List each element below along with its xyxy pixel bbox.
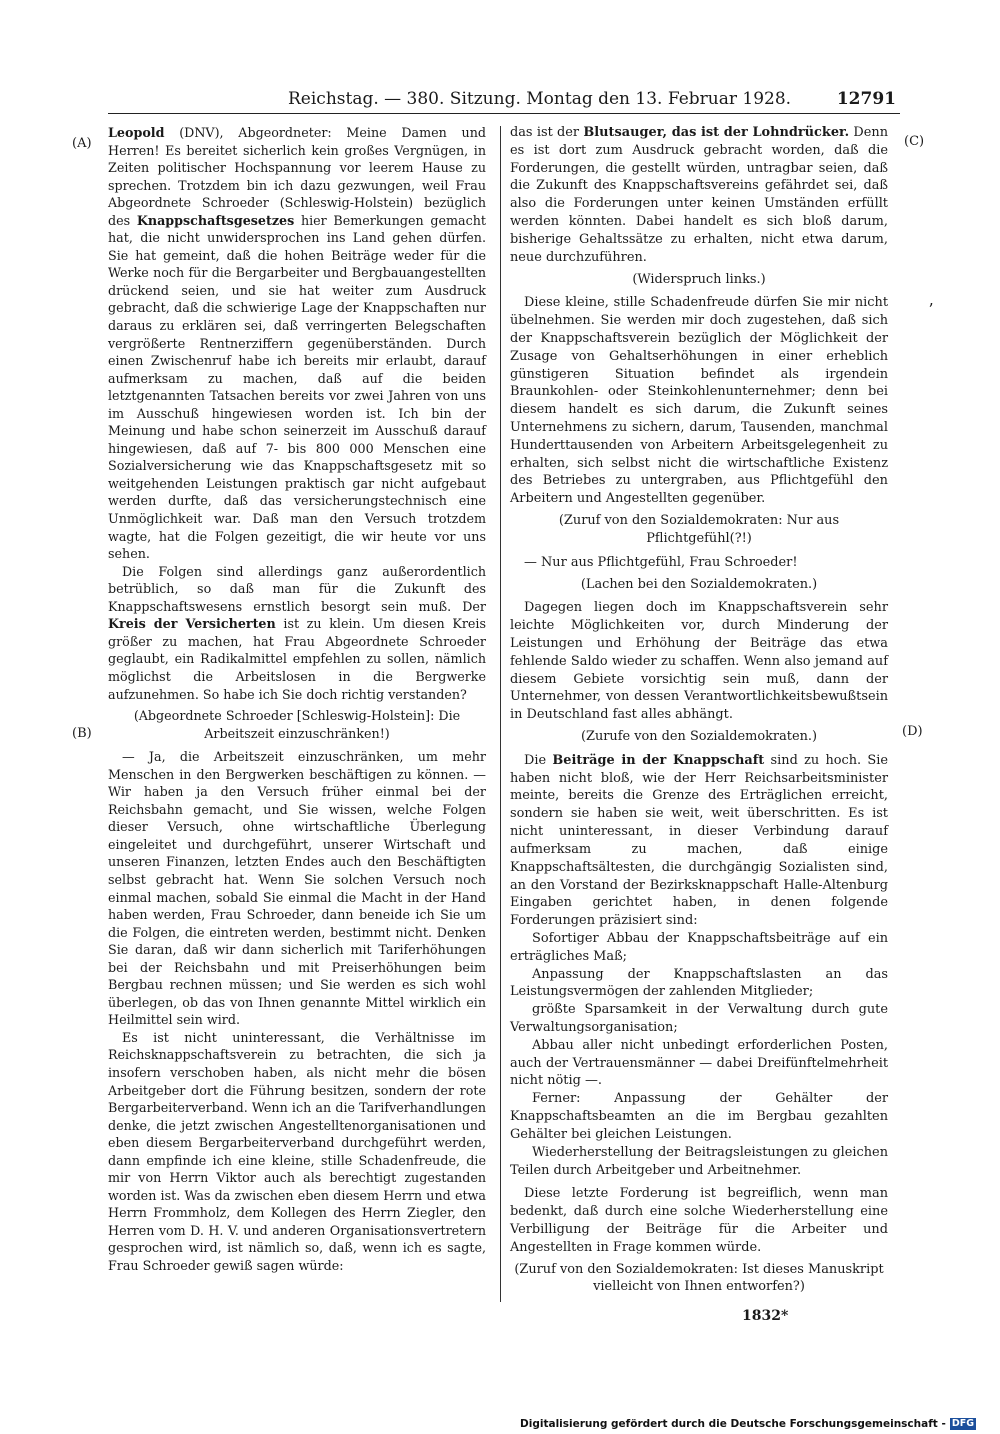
paragraph-text: das ist der — [510, 125, 584, 140]
demand-item: Wiederherstellung der Beitragsleistungen zu gleichen Teilen durch Arbeitgeber und Arbeitnehmer. — [510, 1144, 888, 1178]
paragraph-text: (DNV), Abgeordneter: Meine Damen und Herren! Es bereitet sicherlich kein großes Vergnügen, in Zeiten politischer Hochspannung vor leerem Hause zu sprechen. Trotzdem bin ich dazu gezwungen, weil Frau Abgeordnete Schroeder (Schleswig-Holstein) bezüglich des — [108, 125, 486, 228]
dfg-logo-icon: DFG — [951, 1418, 974, 1429]
funding-footer — [520, 1418, 976, 1430]
bold-term: Beiträge in der Knappschaft — [552, 752, 765, 768]
header-title: Reichstag. — 380. Sitzung. Montag den 13. Februar 1928. — [288, 89, 792, 109]
paragraph-text: Die — [524, 752, 553, 768]
paragraph: — Ja, die Arbeitszeit einzuschränken, um mehr Menschen in den Bergwerken beschäftigen zu können. — Wir haben ja den Versuch früher einmal bei der Reichsbahn gemacht, und Sie wissen, welche Folgen dieser Versuch, ohne wirtschaftliche Überlegung eingeleitet und durchgeführt, unserer Wirtschaft und unseren Finanzen, letzten Endes auch den Beschäftigten selbst gebracht hat. Wenn Sie solchen Versuch noch einmal machen, sobald Sie einmal die Macht in der Hand haben werden, Frau Schroeder, dann beneide ich Sie um die Folgen, die eintreten werden, bestimmt nicht. Denken Sie daran, daß wir dann sicherlich mit Tariferhöhungen bei der Reichsbahn und mit Preiserhöhungen beim Bergbau rechnen müssen; und Sie werden es sich wohl überlegen, ob das von Ihnen genannte Mittel wirklich ein Heilmittel sein wird. — [108, 749, 486, 1028]
signature-number: 1832* — [742, 1308, 789, 1324]
demand-item: Sofortiger Abbau der Knappschaftsbeiträge auf ein erträgliches Maß; — [510, 930, 888, 964]
interjection: (Lachen bei den Sozialdemokraten.) — [580, 576, 818, 592]
paragraph — [510, 124, 888, 267]
paragraph — [510, 752, 888, 930]
demand-item: größte Sparsamkeit in der Verwaltung durch gute Verwaltungsorganisation; — [510, 1002, 888, 1035]
page-header — [108, 86, 900, 112]
paragraph: Es ist nicht uninteressant, die Verhältnisse im Reichsknappschaftsverein zu betrachten, die sich ja insofern verschoben haben, als nicht mehr die bösen Arbeitgeber dort die Führung besitzen, sondern der rote Bergarbeiterverband. Wenn ich an die Tarifverhandlungen denke, die jetzt zwischen Angestelltenorganisationen und eben diesem Bergarbeiterverband durchgeführt werden, dann empfinde ich eine kleine, stille Schadenfreude, die mir von Herrn Viktor auch als berechtigt zugestanden worden ist. Was da zwischen eben diesem Herrn und etwa Herrn Frommholz, dem Kollegen des Herrn Ziegler, den Herren vom D. H. V. und anderen Organisationsvertretern gesprochen wird, ist nämlich so, daß, wenn ich es sagte, Frau Schroeder gewiß sagen würde: — [108, 1029, 486, 1273]
left-column — [108, 124, 486, 1275]
margin-mark-b: (B) — [72, 726, 92, 741]
demand-item: Anpassung der Knappschaftslasten an das Leistungsvermögen der zahlenden Mitglieder; — [510, 966, 888, 1000]
paragraph: Diese letzte Forderung ist begreiflich, wenn man bedenkt, daß durch eine solche Wiederherstellung eine Verbilligung der Beiträge für die Arbeiter und Angestellten in Frage kommen würde. — [510, 1186, 888, 1255]
paragraph: Dagegen liegen doch im Knappschaftsverein sehr leichte Möglichkeiten vor, durch Minderung der Leistungen und Erhöhung der Beiträge das etwa fehlende Saldo wieder zu schaffen. Wenn also jemand auf diesem Gebiete vorsichtig sein muß, dann der Unternehmer, von dessen Verantwortlichkeitsbewußtsein in Deutschland fast alles abhängt. — [510, 600, 888, 723]
margin-mark-a: (A) — [72, 136, 92, 151]
paragraph-text: hier Bemerkungen gemacht hat, die nicht unwidersprochen ins Land gehen dürfen. Sie hat gemeint, daß die hohen Beiträge weder für die Werke noch für die Bergarbeiter und Bergbauangestellten drückend seien, und sie hat weiter zum Ausdruck gebracht, daß die schwierige Lage der Knappschaften nur daraus zu erklären sei, daß verringerten Belegschaften vergrößerte Rentnerziffern gegenüberständen. Durch einen Zwischenruf habe ich bereits mir erlaubt, darauf aufmerksam zu machen, daß auf die beiden letztgenannten Tatsachen bereits vor zwei Jahren von uns im Ausschuß hingewiesen worden ist. Ich bin der Meinung und habe schon seinerzeit im Ausschuß darauf hingewiesen, daß auf 7- bis 800 000 Menschen eine Sozialversicherung wie das Knappschaftsgesetz mit so weitgehenden Leistungen praktisch gar nicht aufgebaut werden durfte, daß das versicherungstechnisch eine Unmöglichkeit war. Daß man den Versuch trotzdem wagte, hat die Folgen gezeitigt, die wir heute vor uns sehen. — [108, 212, 486, 562]
bold-term: Knappschaftsgesetzes — [136, 212, 295, 228]
interjection: (Zurufe von den Sozialdemokraten.) — [580, 729, 818, 744]
demand-item: Ferner: Anpassung der Gehälter der Knappschaftsbeamten an die im Bergbau gezahlten Gehälter bei gleichen Leistungen. — [510, 1091, 888, 1142]
speaker-name: Leopold — [108, 125, 165, 140]
paragraph-text: Denn es ist dort zum Ausdruck gebracht worden, daß die Forderungen, die gestellt würden, untragbar seien, daß die Zukunft des Knappschaftsvereins gefährdet sei, daß also die Forderungen unter keinen Umständen erfüllt werden könnten. Dabei handelt es sich bloß darum, bisherige Gehaltssätze zu erhalten, nicht etwa darum, neue durchzuführen. — [510, 125, 888, 265]
interjection: (Zuruf von den Sozialdemokraten: Ist dieses Manuskript vielleicht von Ihnen entworfen?) — [514, 1261, 884, 1295]
demand-item: Abbau aller nicht unbedingt erforderlichen Posten, auch der Vertrauensmänner — dabei Dreifünftelmehrheit nicht nötig —. — [510, 1037, 888, 1089]
margin-mark-c: (C) — [904, 134, 925, 149]
paragraph-text: ist zu klein. Um diesen Kreis größer zu machen, hat Frau Abgeordnete Schroeder geglaubt, ein Radikalmittel empfehlen zu sollen, nämlich möglichst die Arbeitslosen in die Bergwerke aufzunehmen. So habe ich Sie doch richtig verstanden? — [108, 616, 486, 702]
page-number: 12791 — [836, 89, 896, 109]
margin-mark-d: (D) — [902, 724, 923, 739]
paragraph: Diese kleine, stille Schadenfreude dürfen Sie mir nicht übelnehmen. Sie werden mir doch zugestehen, daß sich der Knappschaftsverein bezüglich der Möglichkeit der Zusage von Gehaltserhöhungen in einer erheblich günstigeren Situation befindet als irgendein Braunkohlen- oder Steinkohlenunternehmer; denn bei diesem handelt es sich darum, die Zukunft seines Unternehmens zu sichern, darum, Tausenden, manchmal Hunderttausenden von Arbeitern Arbeitsgelegenheit zu erhalten, sich selbst nicht die wirtschaftliche Existenz des Betriebes zu untergraben, aus Pflichtgefühl den Arbeitern und Angestellten gegenüber. — [510, 295, 888, 507]
right-column — [510, 124, 888, 1302]
interjection: (Abgeordnete Schroeder [Schleswig-Holstein]: Die Arbeitszeit einzuschränken!) — [133, 708, 461, 741]
paragraph-text: Die Folgen sind allerdings ganz außerordentlich betrüblich, so daß man für die Zukunft des Knappschaftswesens ernstlich besorgt sein muß. Der — [108, 563, 486, 614]
paragraph — [108, 124, 486, 563]
header-rule — [108, 113, 900, 114]
bold-term: Kreis der Versicherten — [108, 616, 276, 632]
paragraph-text: sind zu hoch. Sie haben nicht bloß, wie der Herr Reichsarbeitsminister meinte, bereits die Grenze des Erträglichen erreicht, sondern sie haben sie weit, weit überschritten. Es ist nicht uninteressant, in dieser Verbindung darauf aufmerksam zu machen, daß einige Knappschaftsältesten, die durchgängig Sozialisten sind, an den Vorstand der Bezirksknappschaft Halle-Altenburg Eingaben gerichtet haben, in denen folgende Forderungen präzisiert sind: — [510, 752, 889, 929]
footer-text: Digitalisierung gefördert durch die Deutsche Forschungsgemeinschaft - — [520, 1418, 946, 1430]
margin-dot-icon: ʼ — [928, 300, 934, 319]
interjection: (Zuruf von den Sozialdemokraten: Nur aus Pflichtgefühl(?!) — [558, 513, 840, 546]
paragraph: — Nur aus Pflichtgefühl, Frau Schroeder! — [524, 554, 798, 570]
interjection: (Widerspruch links.) — [632, 271, 766, 287]
paragraph — [108, 563, 486, 703]
column-divider — [500, 126, 501, 1302]
bold-term: Blutsauger, das ist der Lohndrücker. — [583, 125, 850, 140]
